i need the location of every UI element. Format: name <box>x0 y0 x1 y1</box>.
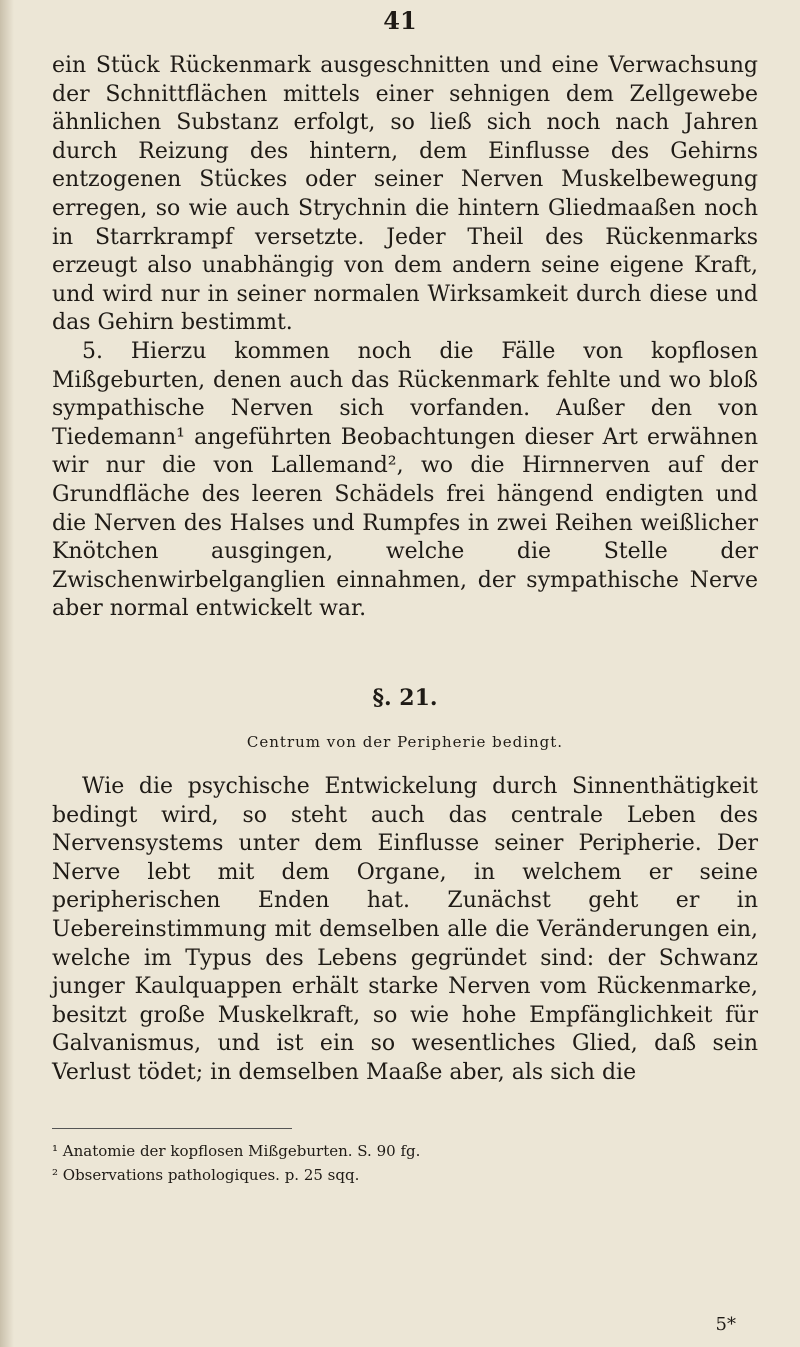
footnote-1: ¹ Anatomie der kopflosen Mißgeburten. S. 90 fg. <box>52 1141 421 1160</box>
body-text <box>52 52 758 1187</box>
paragraph-5: 5. Hierzu kommen noch die Fälle von kopflosen Mißgeburten, denen auch das Rückenmark fehlte und wo bloß sympathische Nerven sich vorfanden. Außer den von Tiedemann¹ angeführten Beobachtungen dieser Art erwähnen wir nur die von Lallemand², wo die Hirnnerven auf der Grundfläche des leeren Schädels frei hängend endigten und die Nerven des Halses und Rumpfes in zwei Reihen weißlicher Knötchen ausgingen, welche die Stelle der Zwischenwirbelganglien einnahmen, der sympathische Nerve aber normal entwickelt war. <box>52 338 758 622</box>
page-number: 41 <box>383 6 417 35</box>
section-paragraph: Wie die psychische Entwickelung durch Sinnenthätigkeit bedingt wird, so steht auch das centrale Leben des Nervensystems unter dem Einflusse seiner Peripherie. Der Nerve lebt mit dem Organe, in welchem er seine peripherischen Enden hat. Zunächst geht er in Uebereinstimmung mit demselben alle die Veränderungen ein, welche im Typus des Lebens gegründet sind: der Schwanz junger Kaulquappen erhält starke Nerven vom Rückenmarke, besitzt große Muskelkraft, so wie hohe Empfänglichkeit für Galvanismus, und ist ein so wesentliches Glied, daß sein Verlust tödet; in demselben Maaße aber, als sich die <box>52 774 758 1085</box>
page-gutter-shadow <box>0 0 14 1347</box>
section-number: §. 21. <box>372 684 438 711</box>
footnotes <box>52 1139 758 1187</box>
section-title: Centrum von der Peripherie bedingt. <box>246 733 564 752</box>
footnote-divider <box>52 1128 292 1129</box>
footnote-2: ² Observations pathologiques. p. 25 sqq. <box>52 1165 360 1184</box>
paragraph-continuation: ein Stück Rückenmark ausgeschnitten und eine Verwachsung der Schnittflächen mittels einer sehnigen dem Zellgewebe ähnlichen Substanz erfolgt, so ließ sich noch nach Jahren durch Reizung des hintern, dem Einflusse des Gehirns entzogenen Stückes oder seiner Nerven Muskelbewegung erregen, so wie auch Strychnin die hintern Gliedmaaßen noch in Starrkrampf versetzte. Jeder Theil des Rückenmarks erzeugt also unabhängig von dem andern seine eigene Kraft, und wird nur in seiner normalen Wirksamkeit durch diese und das Gehirn bestimmt. <box>52 53 758 336</box>
printer-signature: 5* <box>715 1314 736 1335</box>
